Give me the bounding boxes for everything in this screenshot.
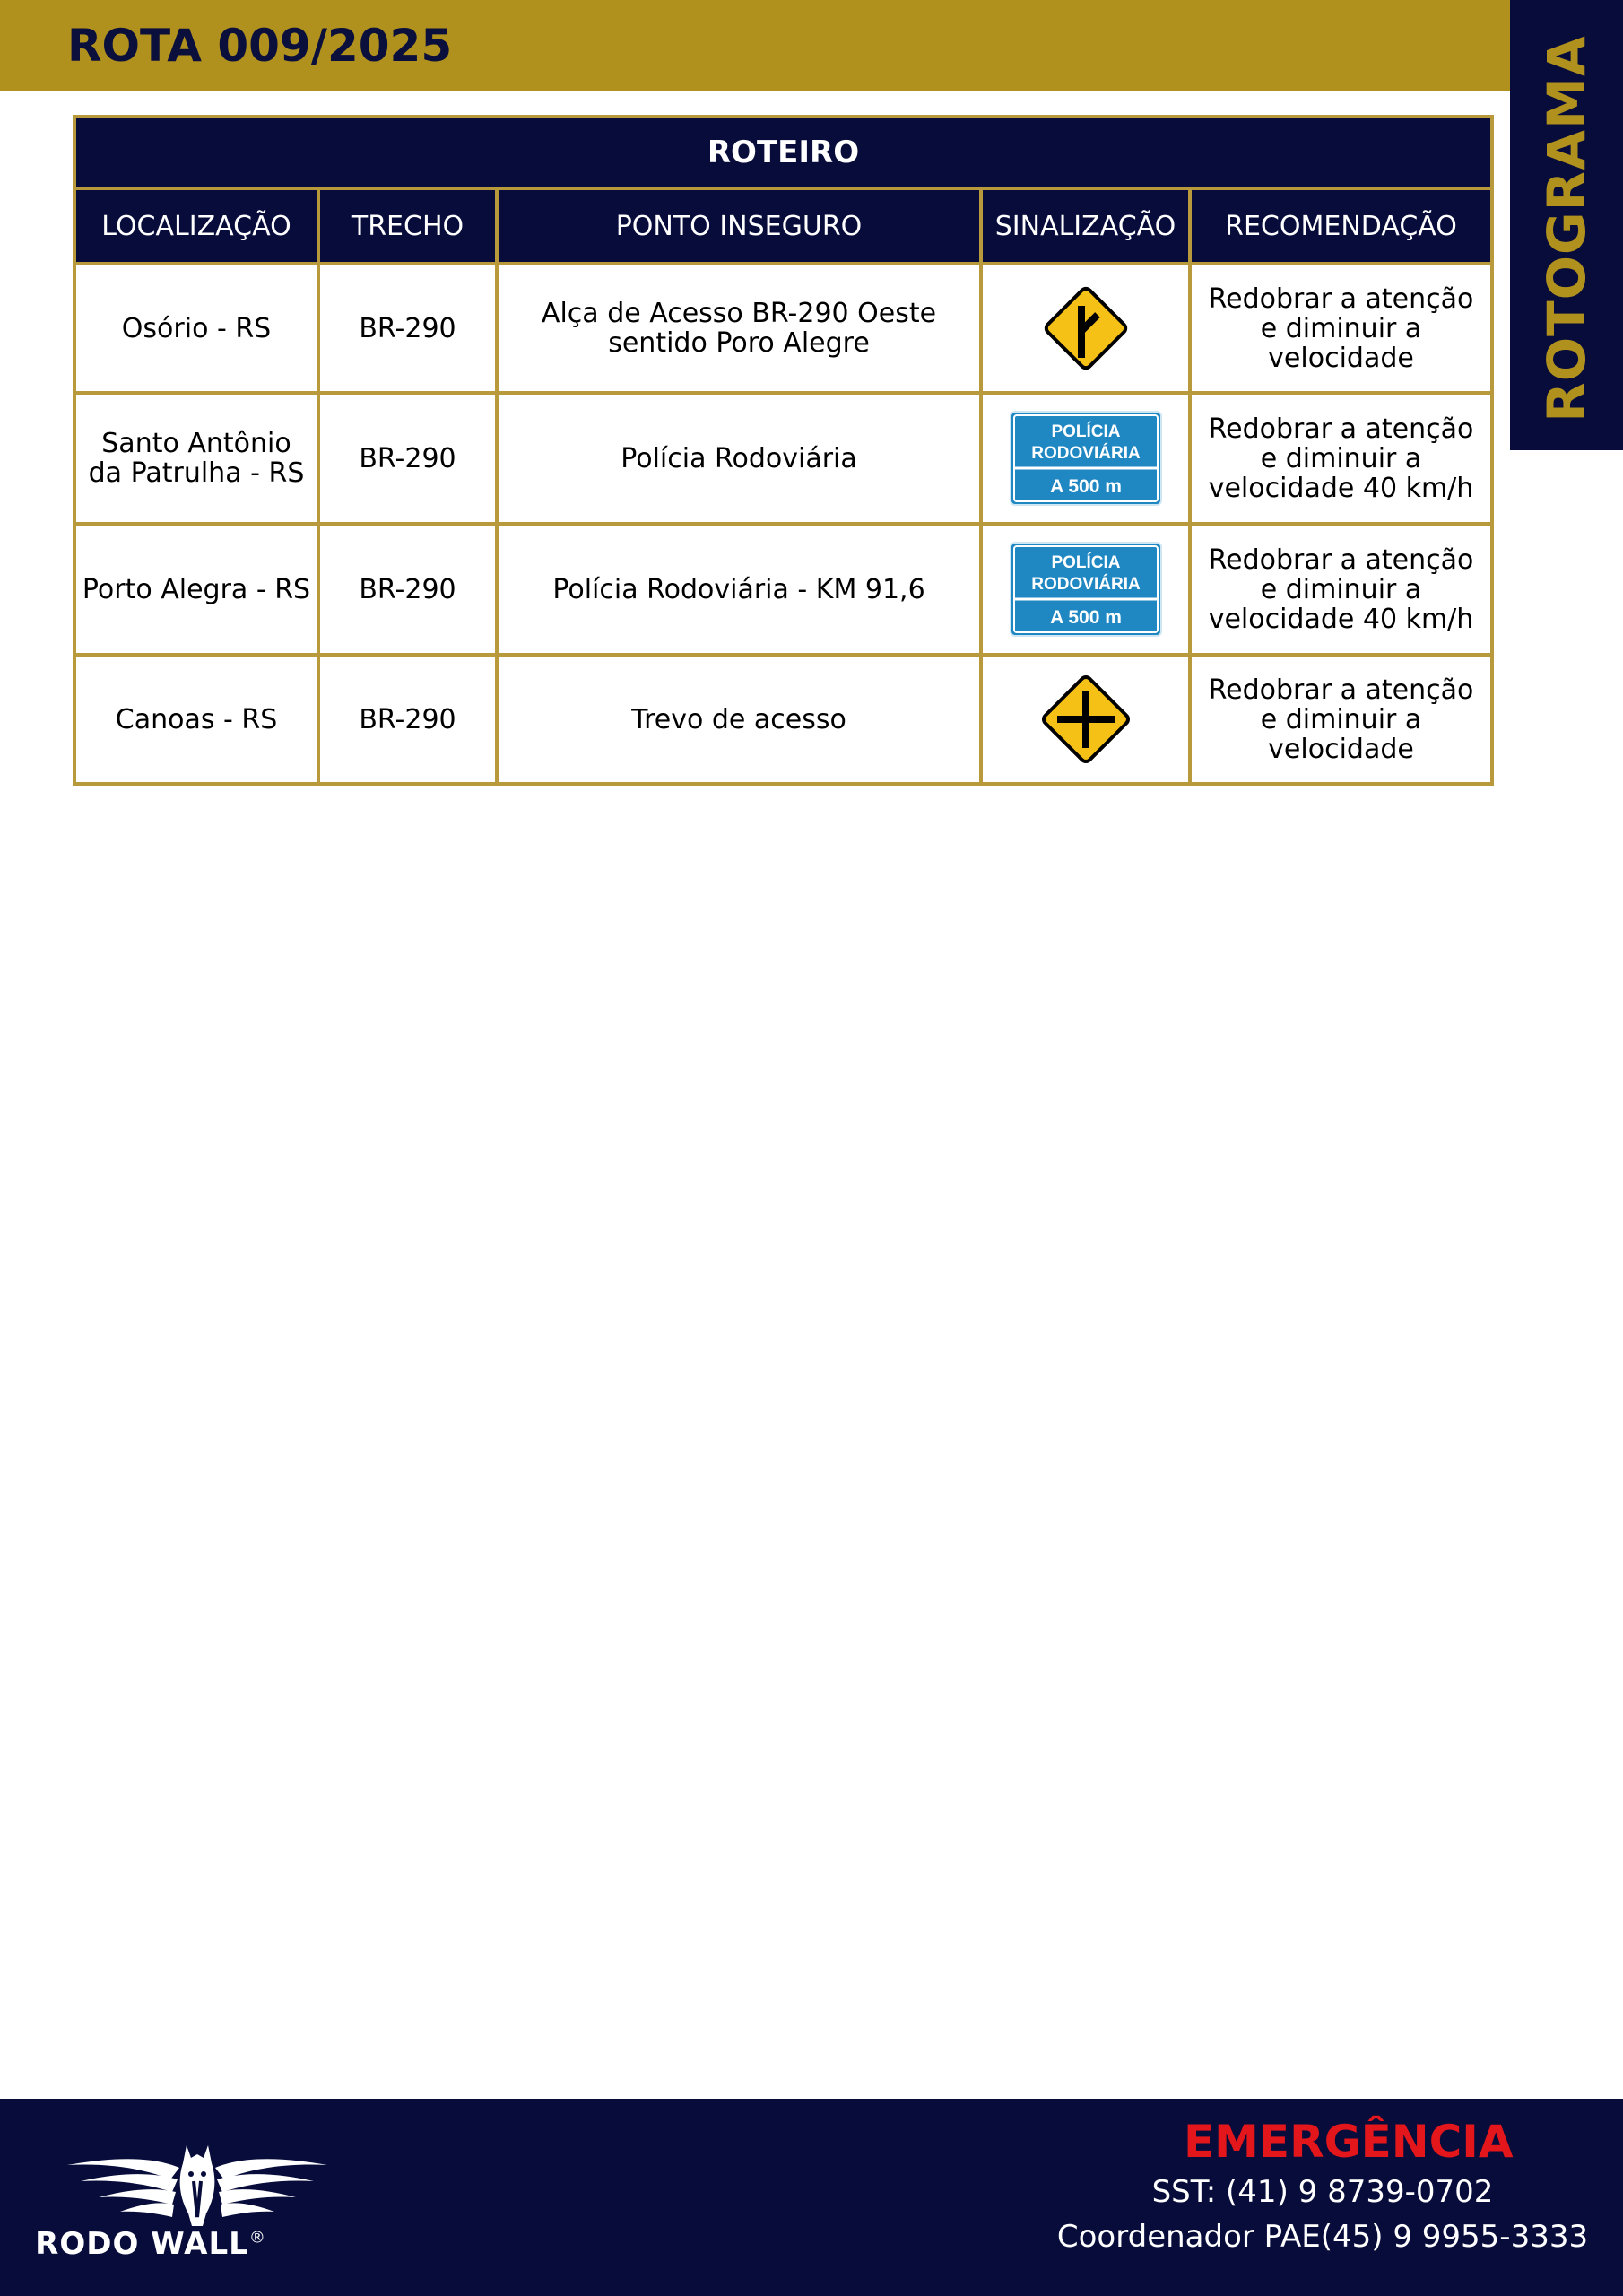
- sign-text-distance: A 500 m: [1049, 476, 1122, 497]
- column-header-recommendation: RECOMENDAÇÃO: [1190, 188, 1492, 264]
- sign-text-line2: RODOVIÁRIA: [1030, 575, 1141, 594]
- cell-recommendation: Redobrar a atenção e diminuir a velocidade 40 km/h: [1190, 393, 1492, 524]
- pae-phone: Coordenador PAE(45) 9 9955-3333: [1056, 2219, 1589, 2255]
- brand-text: RODO WALL: [35, 2226, 249, 2262]
- cell-location: Porto Alegra - RS: [74, 524, 318, 655]
- cell-recommendation: Redobrar a atenção e diminuir a velocidade 40 km/h: [1190, 524, 1492, 655]
- highway-police-sign-icon: [1010, 411, 1162, 506]
- cell-signage: [981, 393, 1190, 524]
- cell-hazard: Trevo de acesso: [497, 655, 981, 784]
- route-title: ROTA 009/2025: [67, 20, 453, 72]
- footer: [0, 2099, 1623, 2296]
- sign-text-line2: RODOVIÁRIA: [1030, 444, 1141, 463]
- cell-stretch: BR-290: [318, 524, 497, 655]
- cell-signage: [981, 655, 1190, 784]
- registered-mark: ®: [248, 2228, 266, 2248]
- column-header-signage: SINALIZAÇÃO: [981, 188, 1190, 264]
- side-tab: [1510, 0, 1623, 450]
- cell-stretch: BR-290: [318, 655, 497, 784]
- table-row: [74, 655, 1492, 784]
- cell-recommendation: Redobrar a atenção e diminuir a velocidade: [1190, 264, 1492, 393]
- cell-recommendation: Redobrar a atenção e diminuir a velocidade: [1190, 655, 1492, 784]
- sign-text-line1: POLÍCIA: [1050, 422, 1121, 441]
- cell-location: Canoas - RS: [74, 655, 318, 784]
- route-table: [73, 115, 1494, 786]
- highway-police-sign-icon: [1010, 542, 1162, 637]
- cell-signage: [981, 264, 1190, 393]
- table-row: [74, 393, 1492, 524]
- cell-location: Osório - RS: [74, 264, 318, 393]
- column-header-stretch: TRECHO: [318, 188, 497, 264]
- table-row: [74, 264, 1492, 393]
- column-header-hazard: PONTO INSEGURO: [497, 188, 981, 264]
- cell-stretch: BR-290: [318, 264, 497, 393]
- table-row: [74, 524, 1492, 655]
- side-tab-label: ROTOGRAMA: [1536, 35, 1597, 422]
- sign-text-distance: A 500 m: [1049, 607, 1122, 628]
- crossroads-sign-icon: [1034, 667, 1138, 771]
- sst-phone: SST: (41) 9 8739-0702: [1151, 2174, 1494, 2210]
- side-road-junction-sign-icon: [1037, 279, 1135, 378]
- column-header-location: LOCALIZAÇÃO: [74, 188, 318, 264]
- emergency-label: EMERGÊNCIA: [1184, 2116, 1514, 2168]
- cell-hazard: Alça de Acesso BR-290 Oeste sentido Poro Alegre: [497, 264, 981, 393]
- header-bar: [0, 0, 1510, 91]
- table-caption: ROTEIRO: [74, 117, 1492, 188]
- sign-text-line1: POLÍCIA: [1050, 553, 1121, 572]
- cell-hazard: Polícia Rodoviária: [497, 393, 981, 524]
- cell-signage: [981, 524, 1190, 655]
- cell-hazard: Polícia Rodoviária - KM 91,6: [497, 524, 981, 655]
- brand-name: [34, 2226, 267, 2262]
- cell-stretch: BR-290: [318, 393, 497, 524]
- cell-location: Santo Antônio da Patrulha - RS: [74, 393, 318, 524]
